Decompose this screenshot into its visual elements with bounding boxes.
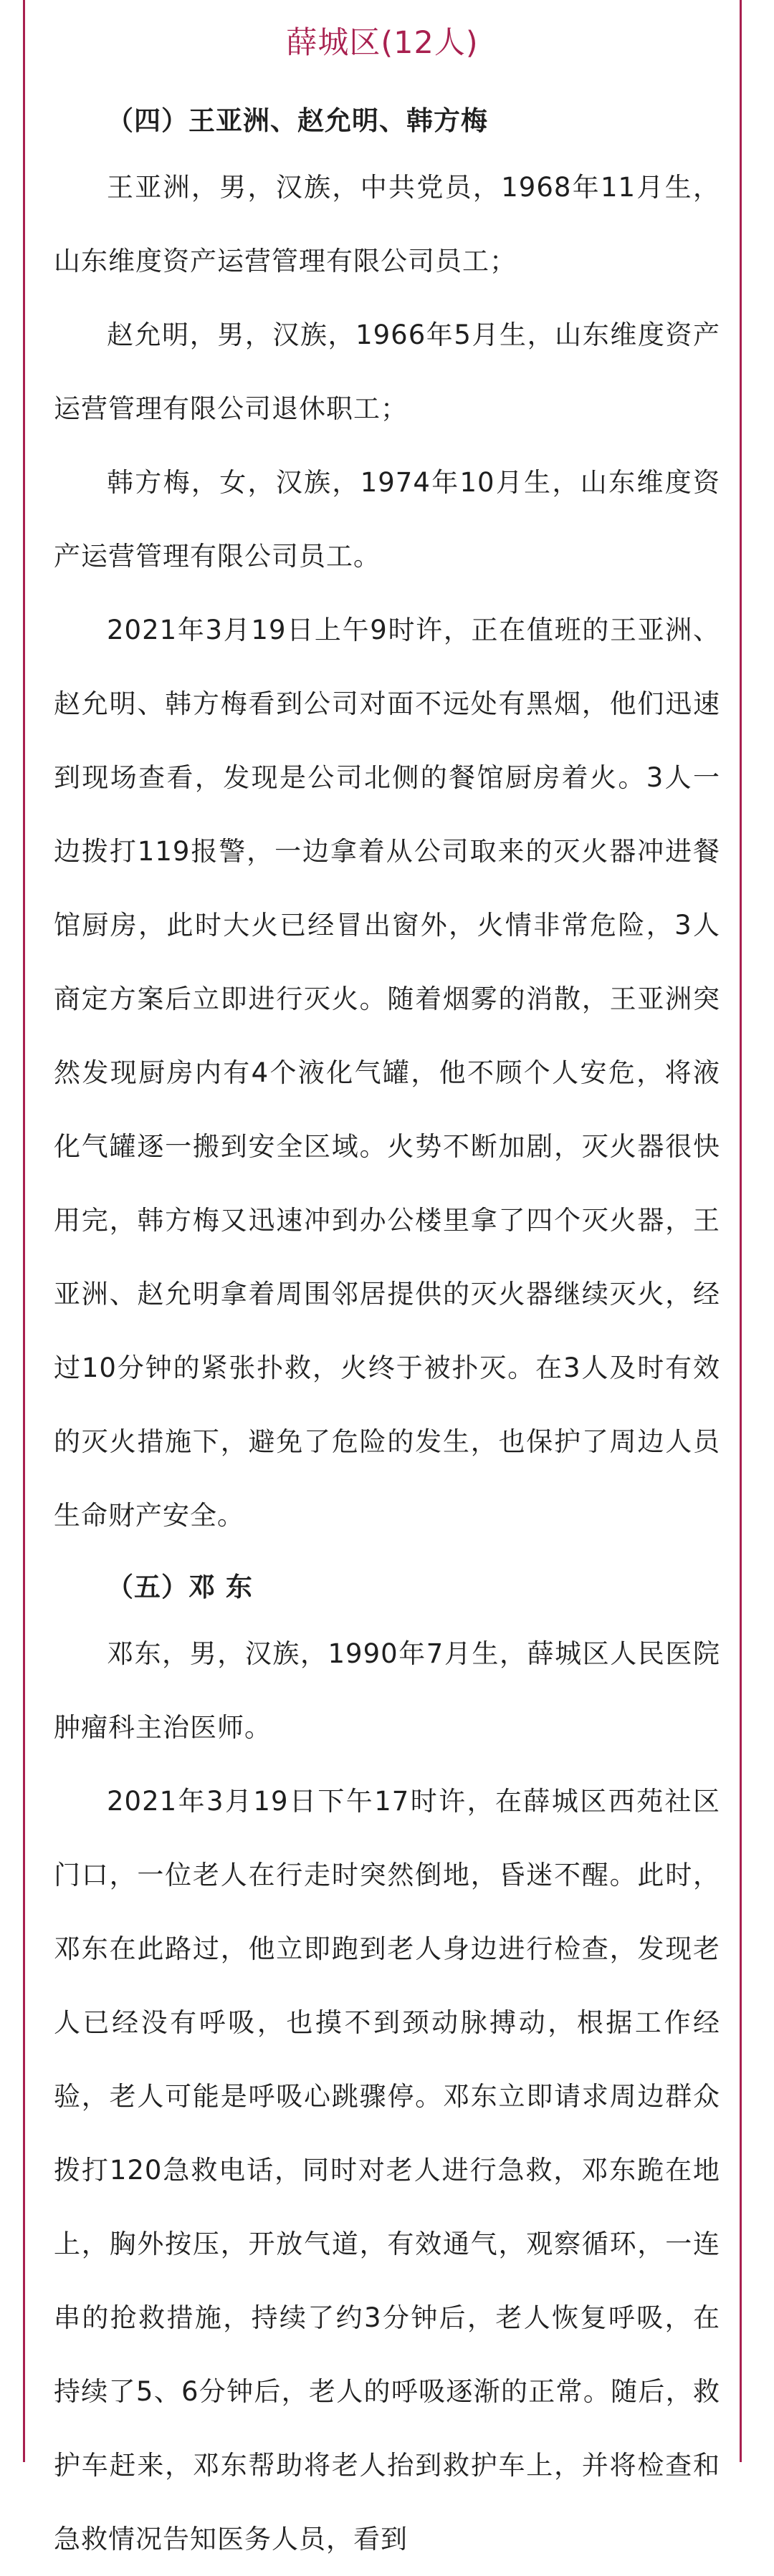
paragraph-wang-yazhou: 王亚洲，男，汉族，中共党员，1968年11月生，山东维度资产运营管理有限公司员工； [54,172,720,277]
section-heading-4: （四）王亚洲、赵允明、韩方梅 [107,105,488,136]
paragraph-first-aid-story: 2021年3月19日下午17时许，在薛城区西苑社区门口，一位老人在行走时突然倒地，昏迷不醒。此时，邓东在此路过，他立即跑到老人身边进行检查，发现老人已经没有呼吸，也摸不到颈动脉搏动，根据工作经验，老人可能是呼吸心跳骤停。邓东立即请求周边群众拨打120急救电话，同时对老人进行急救，邓东跪在地上，胸外按压，开放气道，有效通气，观察循环，一连串的抢救措施，持续了约3分钟后，老人恢复呼吸，在持续了5、6分钟后，老人的呼吸逐渐的正常。随后，救护车赶来，邓东帮助将老人抬到救护车上，并将检查和急救情况告知医务人员，看到 [54,1786,720,2555]
page-title: 薛城区(12人) [286,25,479,61]
paragraph-zhao-yunming: 赵允明，男，汉族，1966年5月生，山东维度资产运营管理有限公司退休职工； [54,319,720,424]
section-heading-5: （五）邓 东 [107,1572,253,1602]
paragraph-fire-rescue-story: 2021年3月19日上午9时许，正在值班的王亚洲、赵允明、韩方梅看到公司对面不远处有黑烟，他们迅速到现场查看，发现是公司北侧的餐馆厨房着火。3人一边拨打119报警，一边拿着从公司取来的灭火器冲进餐馆厨房，此时大火已经冒出窗外，火情非常危险，3人商定方案后立即进行灭火。随着烟雾的消散，王亚洲突然发现厨房内有4个液化气罐，他不顾个人安危，将液化气罐逐一搬到安全区域。火势不断加剧，灭火器很快用完，韩方梅又迅速冲到办公楼里拿了四个灭火器，王亚洲、赵允明拿着周围邻居提供的灭火器继续灭火，经过10分钟的紧张扑救，火终于被扑灭。在3人及时有效的灭火措施下，避免了危险的发生，也保护了周边人员生命财产安全。 [54,615,720,1531]
document-frame [23,0,742,2555]
article-body [54,92,720,2576]
paragraph-han-fangmei: 韩方梅，女，汉族，1974年10月生，山东维度资产运营管理有限公司员工。 [54,467,720,572]
paragraph-deng-dong: 邓东，男，汉族，1990年7月生，薛城区人民医院肿瘤科主治医师。 [54,1638,720,1743]
